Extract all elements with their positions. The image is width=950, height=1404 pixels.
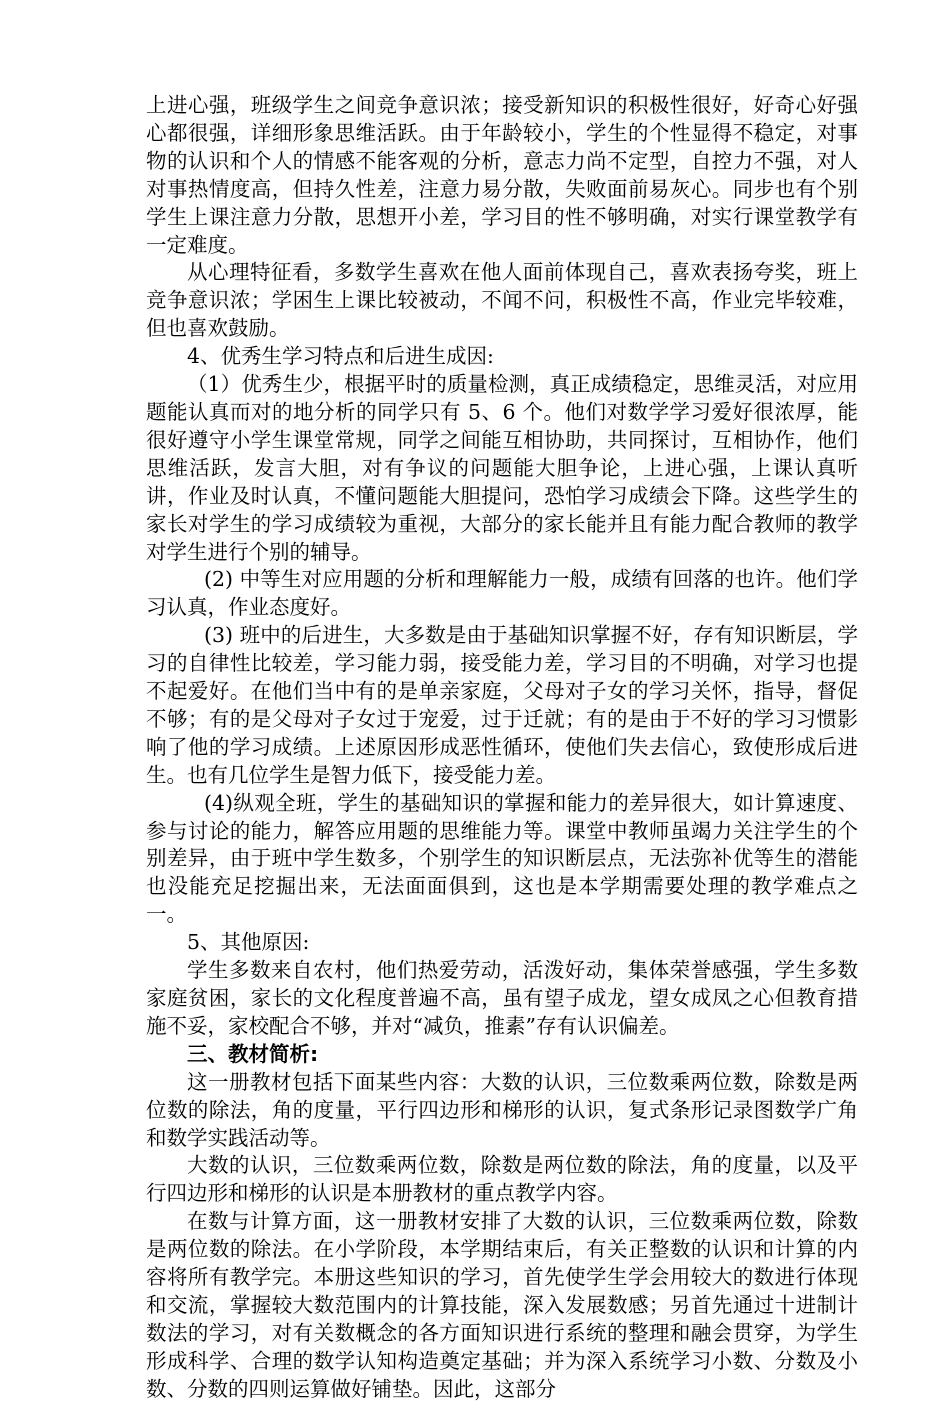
paragraph-2: 从心理特征看，多数学生喜欢在他人面前体现自己，喜欢表扬夸奖，班上竞争意识浓；学困生上课比较被动，不闻不问，积极性不高，作业完毕较难，但也喜欢鼓励。: [146, 260, 858, 341]
paragraph-3-3: 在数与计算方面，这一册教材安排了大数的认识，三位数乘两位数，除数是两位数的除法。在小学阶段，本学期结束后，有关正整数的认识和计算的内容将所有教学完。本册这些知识的学习，首先使学生学会用较大的数进行体现和交流，掌握较大数范围内的计算技能，深入发展数感；另首先通过十进制计数法的学习，对有关数概念的各方面知识进行系统的整理和融会贯穿，为学生形成科学、合理的数学认知构造奠定基础；并为深入系统学习小数、分数及小数、分数的四则运算做好铺垫。因此，这部分: [146, 1209, 858, 1401]
section-heading-3: 三、教材简析:: [187, 1041, 319, 1066]
paragraph-4-3: (3) 班中的后进生，大多数是由于基础知识掌握不好，存有知识断层，学习的自律性比较差，学习能力弱，接受能力差，学习目的不明确，对学习也提不起爱好。在他们当中有的是单亲家庭，父母对子女的学习关怀，指导，督促不够；有的是父母对子女过于宠爱，过于迁就；有的是由于不好的学习习惯影响了他的学习成绩。上述原因形成恶性循环，使他们失去信心，致使形成后进生。也有几位学生是智力低下，接受能力差。: [146, 623, 858, 787]
paragraph-4-1: （1）优秀生少，根据平时的质量检测，真正成绩稳定，思维灵活，对应用题能认真而对的地分析的同学只有 5、6 个。他们对数学学习爱好很浓厚，能很好遵守小学生课堂常规，同学之间能互相协助，共同探讨，互相协作，他们思维活跃，发言大胆，对有争议的问题能大胆争论，上进心强，上课认真听讲，作业及时认真，不懂问题能大胆提问，恐怕学习成绩会下降。这些学生的家长对学生的学习成绩较为重视，大部分的家长能并且有能力配合教师的教学对学生进行个别的辅导。: [146, 372, 858, 564]
paragraph-3-2: 大数的认识，三位数乘两位数，除数是两位数的除法，角的度量，以及平行四边形和梯形的认识是本册教材的重点教学内容。: [146, 1153, 858, 1206]
subheading-4: 4、优秀生学习特点和后进生成因:: [187, 344, 494, 369]
paragraph-5: 学生多数来自农村，他们热爱劳动，活泼好动，集体荣誉感强，学生多数家庭贫困，家长的文化程度普遍不高，虽有望子成龙，望女成凤之心但教育措施不妥，家校配合不够，并对“减负，推素”存有认识偏差。: [146, 958, 858, 1038]
document-body: [146, 92, 858, 1404]
paragraph-1: 上进心强，班级学生之间竞争意识浓；接受新知识的积极性很好，好奇心好强心都很强，详细形象思维活跃。由于年龄较小，学生的个性显得不稳定，对事物的认识和个人的情感不能客观的分析，意志力尚不定型，自控力不强，对人对事热情度高，但持久性差，注意力易分散，失败面前易灰心。同步也有个别学生上课注意力分散，思想开小差，学习目的性不够明确，对实行课堂教学有一定难度。: [146, 93, 858, 257]
subheading-5: 5、其他原因:: [187, 930, 310, 955]
paragraph-3-1: 这一册教材包括下面某些内容：大数的认识，三位数乘两位数，除数是两位数的除法，角的度量，平行四边形和梯形的认识，复式条形记录图数学广角和数学实践活动等。: [146, 1069, 858, 1150]
paragraph-4-4: (4)纵观全班，学生的基础知识的掌握和能力的差异很大，如计算速度、参与讨论的能力，解答应用题的思维能力等。课堂中教师虽竭力关注学生的个别差异，由于班中学生数多，个别学生的知识断层点，无法弥补优等生的潜能也没能充足挖掘出来，无法面面俱到，这也是本学期需要处理的教学难点之一。: [146, 790, 858, 927]
paragraph-4-2: (2) 中等生对应用题的分析和理解能力一般，成绩有回落的也许。他们学习认真，作业态度好。: [146, 567, 858, 620]
